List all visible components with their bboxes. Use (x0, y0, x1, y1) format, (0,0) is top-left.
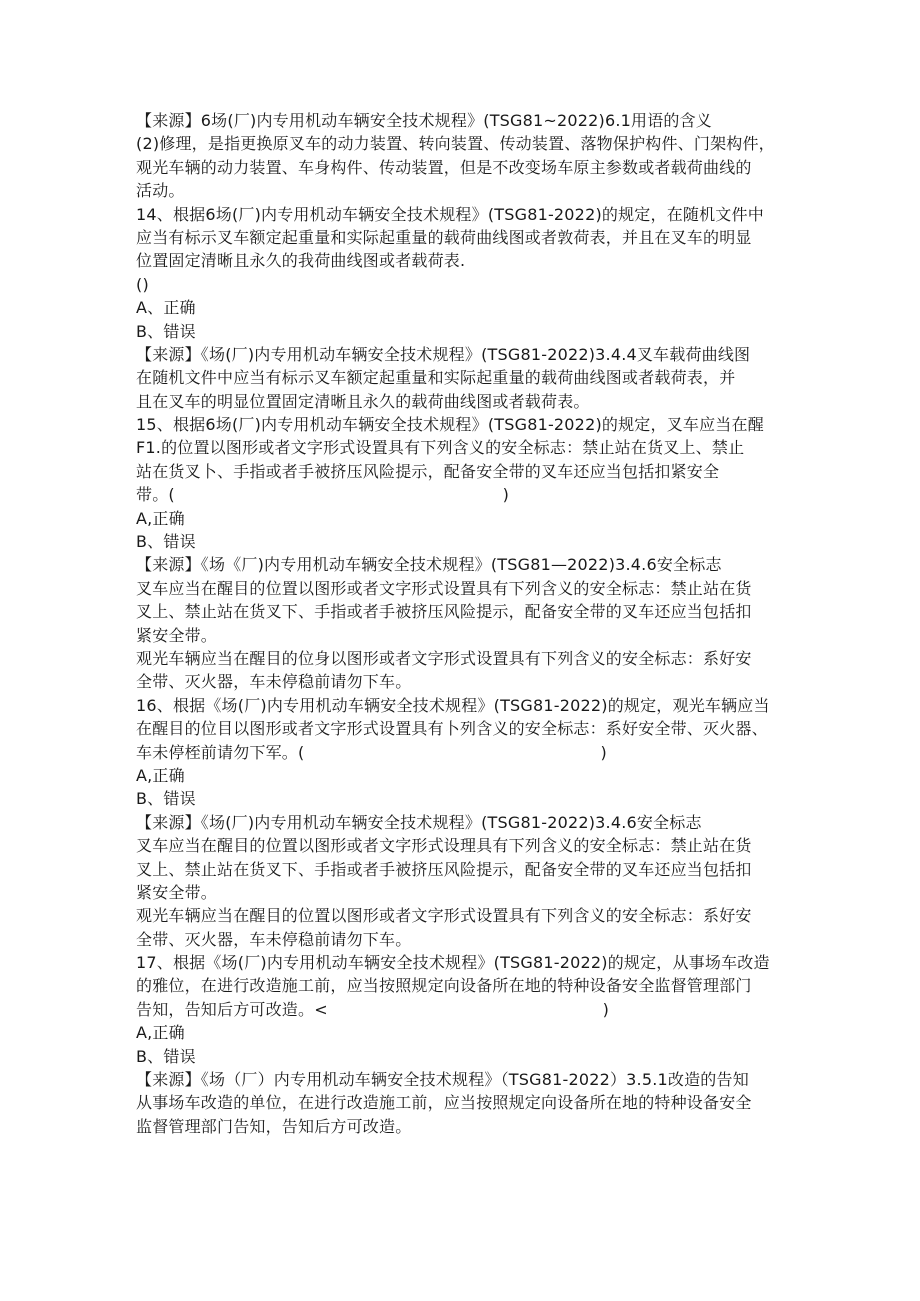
text-line: 【来源】《场(厂)内专用机动车辆安全技术规程》(TSG81-2022)3.4.6安全标志 (136, 812, 702, 832)
text-line: B、错误 (136, 1046, 196, 1066)
text-line: () (136, 274, 149, 294)
text-line: A,正确 (136, 508, 185, 528)
text-line: 站在货叉卜、手指或者手被挤压风险提示，配备安全带的叉车还应当包括扣紧安全 (136, 461, 720, 481)
text-line: A,正确 (136, 765, 185, 785)
text-line: B、错误 (136, 532, 196, 552)
text-line: 在醒目的位目以图形或者文字形式设置具有卜列含义的安全标志：系好安全带、灭火器、 (136, 719, 768, 739)
document-page (136, 109, 786, 1138)
text-line: 【来源】《场（厂）内专用机动车辆安全技术规程》（TSG81-2022）3.5.1改造的告知 (136, 1070, 749, 1090)
text-line: 17、根据《场(厂)内专用机动车辆安全技术规程》(TSG81-2022)的规定，从事场车改造 (136, 953, 770, 973)
text-line: 观光车辆应当在醒目的位置以图形或者文字形式设置具有下列含义的安全标志：系好安 (136, 906, 752, 926)
text-line: 车未停桎前请勿下军。( ) (136, 742, 607, 762)
text-line: (2)修理，是指更换原叉车的动力装置、转向装置、传动装置、落物保护构件、门架构件， (136, 134, 775, 154)
text-line: 且在叉车的明显位置固定清晰且永久的载荷曲线图或者载荷表。 (136, 391, 590, 411)
text-line: 14、根据6场(厂)内专用机动车辆安全技术规程》(TSG81-2022)的规定，在随机文件中 (136, 204, 764, 224)
text-line: 15、根据6场(厂)内专用机动车辆安全技术规程》(TSG81-2022)的规定，叉车应当在醒 (136, 415, 764, 435)
text-line: 叉车应当在醒目的位置以图形或者文字形式设置具有下列含义的安全标志：禁止站在货 (136, 578, 752, 598)
text-line: 告知，告知后方可改造。< ) (136, 999, 610, 1019)
text-line: 观光车辆应当在醒目的位身以图形或者文字形式设置具有下列含义的安全标志：系好安 (136, 648, 752, 668)
text-line: 叉车应当在醒目的位置以图形或者文字形式设理具有下列含义的安全标志：禁止站在货 (136, 836, 752, 856)
text-line: B、错误 (136, 321, 196, 341)
text-line: 从事场车改造的单位，在进行改造施工前，应当按照规定向设备所在地的特种设备安全 (136, 1093, 752, 1113)
text-line: 全带、灭火器，车未停稳前请勿下车。 (136, 672, 412, 692)
text-line: 【来源】6场(厂)内专用机动车辆安全技术规程》(TSG81~2022)6.1用语的含义 (136, 111, 713, 130)
text-line: B、错误 (136, 789, 196, 809)
text-line: 在随机文件中应当有标示叉车额定起重量和实际起重量的载荷曲线图或者载荷表，并 (136, 368, 736, 388)
text-line: 全带、灭火器，车未停稳前请勿下车。 (136, 929, 412, 949)
text-line: 位置固定清晰且永久的我荷曲线图或者载荷表. (136, 251, 466, 271)
text-line: 应当有标示叉车额定起重量和实际起重量的载荷曲线图或者敦荷表，并且在叉车的明显 (136, 227, 752, 247)
text-line: 活动。 (136, 181, 185, 201)
text-line: 带。( ) (136, 485, 510, 505)
text-line: 紧安全带。 (136, 625, 218, 645)
text-line: 【来源】《场《厂)内专用机动车辆安全技术规程》(TSG81—2022)3.4.6安全标志 (136, 555, 722, 575)
text-line: F1.的位置以图形或者文字形式设置具有下列含义的安全标志：禁止站在货叉上、禁止 (136, 438, 745, 458)
text-line: 【来源】《场(厂)内专用机动车辆安全技术规程》(TSG81-2022)3.4.4叉车载荷曲线图 (136, 344, 751, 364)
text-line: 的雅位，在进行改造施工前，应当按照规定向设备所在地的特种设备安全监督管理部门 (136, 976, 752, 996)
text-line: 叉上、禁止站在货叉下、手指或者手被挤压风险提示，配备安全带的叉车还应当包括扣 (136, 859, 752, 879)
text-line: 监督管理部门告知，告知后方可改造。 (136, 1116, 412, 1136)
text-line: 紧安全带。 (136, 882, 218, 902)
text-line: 16、根据《场(厂)内专用机动车辆安全技术规程》(TSG81-2022)的规定，观光车辆应当 (136, 695, 770, 715)
text-line: 叉上、禁止站在货叉下、手指或者手被挤压风险提示，配备安全带的叉车还应当包括扣 (136, 602, 752, 622)
text-line: A、正确 (136, 298, 196, 318)
text-line: 观光车辆的动力装置、车身构件、传动装置，但是不改变场车原主参数或者载荷曲线的 (136, 157, 752, 177)
text-line: A,正确 (136, 1023, 185, 1043)
